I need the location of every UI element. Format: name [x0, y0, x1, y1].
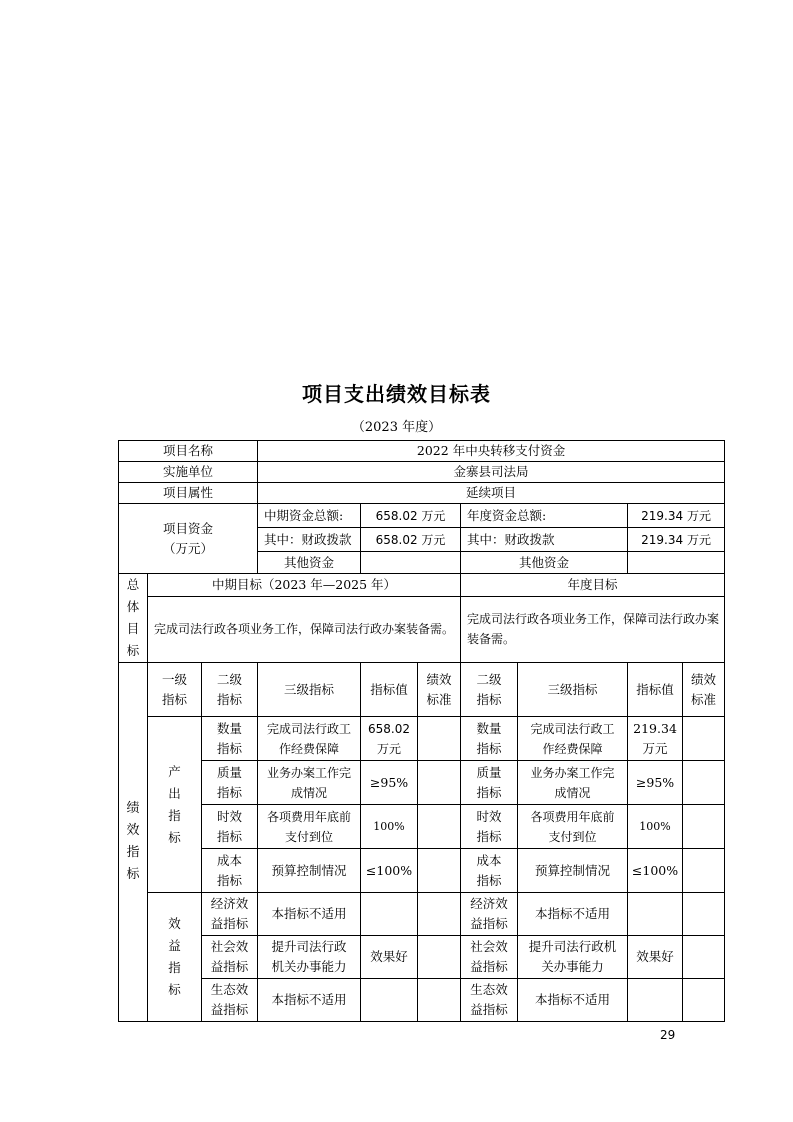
- header-text: 指标: [161, 691, 187, 707]
- l2-cell: [202, 893, 258, 936]
- cell-text: 业务办案工作完: [267, 765, 352, 780]
- performance-table: [118, 440, 725, 1022]
- row-unit: [119, 462, 725, 483]
- mid-fiscal-label: 其中：财政拨款: [258, 528, 361, 552]
- row-attr: [119, 483, 725, 504]
- row-indicator-headers: [119, 663, 725, 717]
- cell-text: 经济效: [470, 896, 508, 911]
- ann-standard-cell: [683, 761, 725, 805]
- cell-text: 时效: [217, 808, 243, 824]
- mid-other-value: [361, 552, 461, 574]
- ann-standard-cell: [683, 717, 725, 761]
- header-text: 指标: [217, 691, 243, 707]
- ann-l3-cell: [518, 805, 628, 849]
- mid-l3-cell: [258, 805, 361, 849]
- cell-text: 各项费用年底前: [267, 809, 352, 824]
- ann-l3-cell: 预算控制情况: [518, 849, 628, 893]
- cell-text: 数量: [217, 720, 243, 736]
- ann-l3-cell: [518, 761, 628, 805]
- table-row: [119, 893, 725, 936]
- attr-value: 延续项目: [258, 483, 725, 504]
- goals-label-char: 标: [126, 643, 140, 658]
- benefit-label: [148, 893, 202, 1022]
- perf-label-char: 效: [126, 823, 140, 838]
- mid-value-cell: ≤100%: [361, 849, 418, 893]
- attr-label: 项目属性: [119, 483, 258, 504]
- output-label-char: 标: [168, 829, 181, 845]
- ann-value-cell: 效果好: [628, 936, 683, 979]
- cell-text: 各项费用年底前: [530, 809, 615, 824]
- ann-value-cell: [628, 717, 683, 761]
- mid-standard-cell: [418, 849, 461, 893]
- header-text: 一级: [161, 671, 187, 687]
- cell-text: 万元: [642, 740, 668, 756]
- mid-goal-text: 完成司法行政各项业务工作，保障司法行政办案装备需。: [148, 596, 461, 662]
- annual-fiscal-label: 其中：财政拨款: [461, 528, 628, 552]
- cell-text: 提升司法行政: [271, 939, 347, 954]
- cell-text: 指标: [476, 740, 502, 756]
- l2-cell: [202, 717, 258, 761]
- l2-cell: [202, 805, 258, 849]
- header-value-annual: 指标值: [628, 663, 683, 717]
- annual-fiscal-value: 219.34 万元: [628, 528, 725, 552]
- cell-text: 成本: [476, 852, 502, 868]
- goals-label: [119, 574, 148, 663]
- ann-standard-cell: [683, 805, 725, 849]
- l2-cell-annual: [461, 936, 518, 979]
- cell-text: 指标: [476, 872, 502, 888]
- mid-fiscal-value: 658.02 万元: [361, 528, 461, 552]
- benefit-label-char: 益: [168, 938, 181, 953]
- output-label-char: 指: [168, 807, 181, 823]
- cell-text: 质量: [217, 764, 243, 780]
- perf-label-char: 标: [126, 867, 140, 882]
- cell-text: 生态效: [470, 982, 508, 997]
- ann-standard-cell: [683, 893, 725, 936]
- cell-text: 指标: [217, 828, 243, 844]
- cell-text: 成情况: [554, 785, 591, 800]
- header-level3: 三级指标: [258, 663, 361, 717]
- cell-text: 业务办案工作完: [530, 765, 615, 780]
- cell-text: 支付到位: [548, 829, 597, 844]
- ann-l3-cell: [518, 936, 628, 979]
- ann-value-cell: 100%: [628, 805, 683, 849]
- cell-text: 经济效: [210, 896, 249, 911]
- cell-text: 作经费保障: [542, 741, 603, 756]
- header-level3-annual: 三级指标: [518, 663, 628, 717]
- goals-label-char: 总: [126, 577, 140, 592]
- header-text: 二级: [476, 671, 502, 687]
- annual-total-value: 219.34 万元: [628, 504, 725, 528]
- table-row: [119, 717, 725, 761]
- annual-other-label: 其他资金: [461, 552, 628, 574]
- header-standard: [418, 663, 461, 717]
- l2-cell: [202, 936, 258, 979]
- l2-cell-annual: [461, 761, 518, 805]
- l2-cell: [202, 979, 258, 1022]
- row-goals-header: [119, 574, 725, 597]
- cell-text: 支付到位: [285, 829, 334, 844]
- header-level2-annual: [461, 663, 518, 717]
- annual-goal-text: 完成司法行政各项业务工作，保障司法行政办案装备需。: [461, 596, 725, 662]
- cell-text: 658.02: [368, 721, 411, 736]
- cell-text: 指标: [217, 872, 243, 888]
- year-subtitle: （2023 年度）: [351, 420, 442, 435]
- ann-standard-cell: [683, 936, 725, 979]
- l2-cell-annual: [461, 893, 518, 936]
- mid-l3-cell: 预算控制情况: [258, 849, 361, 893]
- mid-total-label: 中期资金总额:: [258, 504, 361, 528]
- header-value: 指标值: [361, 663, 418, 717]
- perf-label-char: 指: [126, 845, 140, 860]
- perf-label: [119, 663, 148, 1022]
- ann-standard-cell: [683, 849, 725, 893]
- cell-text: 社会效: [210, 939, 249, 954]
- cell-text: 完成司法行政工: [267, 721, 352, 736]
- mid-value-cell: 100%: [361, 805, 418, 849]
- table-row: [119, 761, 725, 805]
- l2-cell-annual: [461, 849, 518, 893]
- mid-value-cell: ≥95%: [361, 761, 418, 805]
- output-label-char: 产: [168, 763, 181, 779]
- goals-label-char: 目: [126, 621, 140, 636]
- cell-text: 万元: [377, 741, 402, 756]
- cell-text: 指标: [217, 740, 243, 756]
- perf-label-char: 绩: [126, 801, 140, 816]
- mid-value-cell: 效果好: [361, 936, 418, 979]
- ann-standard-cell: [683, 979, 725, 1022]
- l2-cell-annual: [461, 717, 518, 761]
- header-text: 指标: [476, 691, 502, 707]
- cell-text: 益指标: [470, 959, 508, 974]
- mid-standard-cell: [418, 893, 461, 936]
- page-number: 29: [660, 1028, 676, 1042]
- row-project-name: [119, 441, 725, 462]
- funds-label-line2: （万元）: [163, 540, 214, 556]
- header-text: 标准: [426, 691, 452, 707]
- output-label: [148, 717, 202, 893]
- goals-label-char: 体: [126, 599, 140, 614]
- funds-label: [119, 504, 258, 574]
- mid-l3-cell: 本指标不适用: [258, 893, 361, 936]
- cell-text: 益指标: [470, 1002, 508, 1017]
- benefit-label-char: 标: [168, 982, 181, 997]
- mid-l3-cell: [258, 936, 361, 979]
- header-level1: [148, 663, 202, 717]
- cell-text: 提升司法行政机: [528, 939, 617, 954]
- mid-l3-cell: [258, 717, 361, 761]
- cell-text: 成情况: [291, 785, 328, 800]
- project-name-label: 项目名称: [119, 441, 258, 462]
- header-text: 标准: [691, 691, 717, 707]
- cell-text: 益指标: [470, 916, 508, 931]
- mid-standard-cell: [418, 805, 461, 849]
- l2-cell-annual: [461, 979, 518, 1022]
- header-text: 绩效: [426, 671, 452, 687]
- table-row: [119, 979, 725, 1022]
- mid-standard-cell: [418, 717, 461, 761]
- cell-text: 完成司法行政工: [530, 721, 615, 736]
- annual-other-value: [628, 552, 725, 574]
- ann-l3-cell: 本指标不适用: [518, 893, 628, 936]
- l2-cell: [202, 761, 258, 805]
- cell-text: 219.34: [633, 720, 677, 736]
- ann-value-cell: [628, 893, 683, 936]
- mid-total-value: 658.02 万元: [361, 504, 461, 528]
- cell-text: 质量: [476, 764, 502, 780]
- unit-value: 金寨县司法局: [258, 462, 725, 483]
- mid-value-cell: [361, 717, 418, 761]
- cell-text: 关办事能力: [541, 959, 604, 974]
- mid-l3-cell: 本指标不适用: [258, 979, 361, 1022]
- ann-value-cell: [628, 979, 683, 1022]
- cell-text: 数量: [476, 720, 502, 736]
- ann-l3-cell: [518, 717, 628, 761]
- ann-value-cell: ≤100%: [628, 849, 683, 893]
- cell-text: 生态效: [210, 982, 249, 997]
- mid-standard-cell: [418, 936, 461, 979]
- benefit-label-char: 效: [168, 916, 181, 931]
- cell-text: 作经费保障: [279, 741, 340, 756]
- mid-l3-cell: [258, 761, 361, 805]
- funds-label-line1: 项目资金: [163, 520, 214, 536]
- l2-cell-annual: [461, 805, 518, 849]
- cell-text: 指标: [476, 828, 502, 844]
- unit-label: 实施单位: [119, 462, 258, 483]
- mid-goal-header: 中期目标（2023 年—2025 年）: [148, 574, 461, 597]
- header-level2: [202, 663, 258, 717]
- page-title: 项目支出绩效目标表: [302, 382, 491, 406]
- row-funds-total: [119, 504, 725, 528]
- ann-value-cell: ≥95%: [628, 761, 683, 805]
- cell-text: 社会效: [470, 939, 508, 954]
- header-text: 二级: [217, 671, 243, 687]
- project-name-value: 2022 年中央转移支付资金: [258, 441, 725, 462]
- cell-text: 指标: [476, 784, 502, 800]
- annual-total-label: 年度资金总额:: [461, 504, 628, 528]
- benefit-label-char: 指: [168, 960, 181, 975]
- table-row: [119, 805, 725, 849]
- cell-text: 时效: [476, 808, 502, 824]
- cell-text: 指标: [217, 784, 243, 800]
- cell-text: 益指标: [210, 1002, 249, 1017]
- header-text: 绩效: [691, 671, 717, 687]
- header-standard-annual: [683, 663, 725, 717]
- mid-value-cell: [361, 979, 418, 1022]
- output-label-char: 出: [168, 785, 181, 801]
- cell-text: 机关办事能力: [271, 959, 347, 974]
- cell-text: 成本: [217, 852, 243, 868]
- row-goals-text: [119, 596, 725, 662]
- cell-text: 益指标: [210, 916, 249, 931]
- l2-cell: [202, 849, 258, 893]
- mid-standard-cell: [418, 761, 461, 805]
- mid-value-cell: [361, 893, 418, 936]
- annual-goal-header: 年度目标: [461, 574, 725, 597]
- ann-l3-cell: 本指标不适用: [518, 979, 628, 1022]
- table-row: [119, 936, 725, 979]
- table-row: [119, 849, 725, 893]
- mid-standard-cell: [418, 979, 461, 1022]
- mid-other-label: 其他资金: [258, 552, 361, 574]
- cell-text: 益指标: [210, 959, 249, 974]
